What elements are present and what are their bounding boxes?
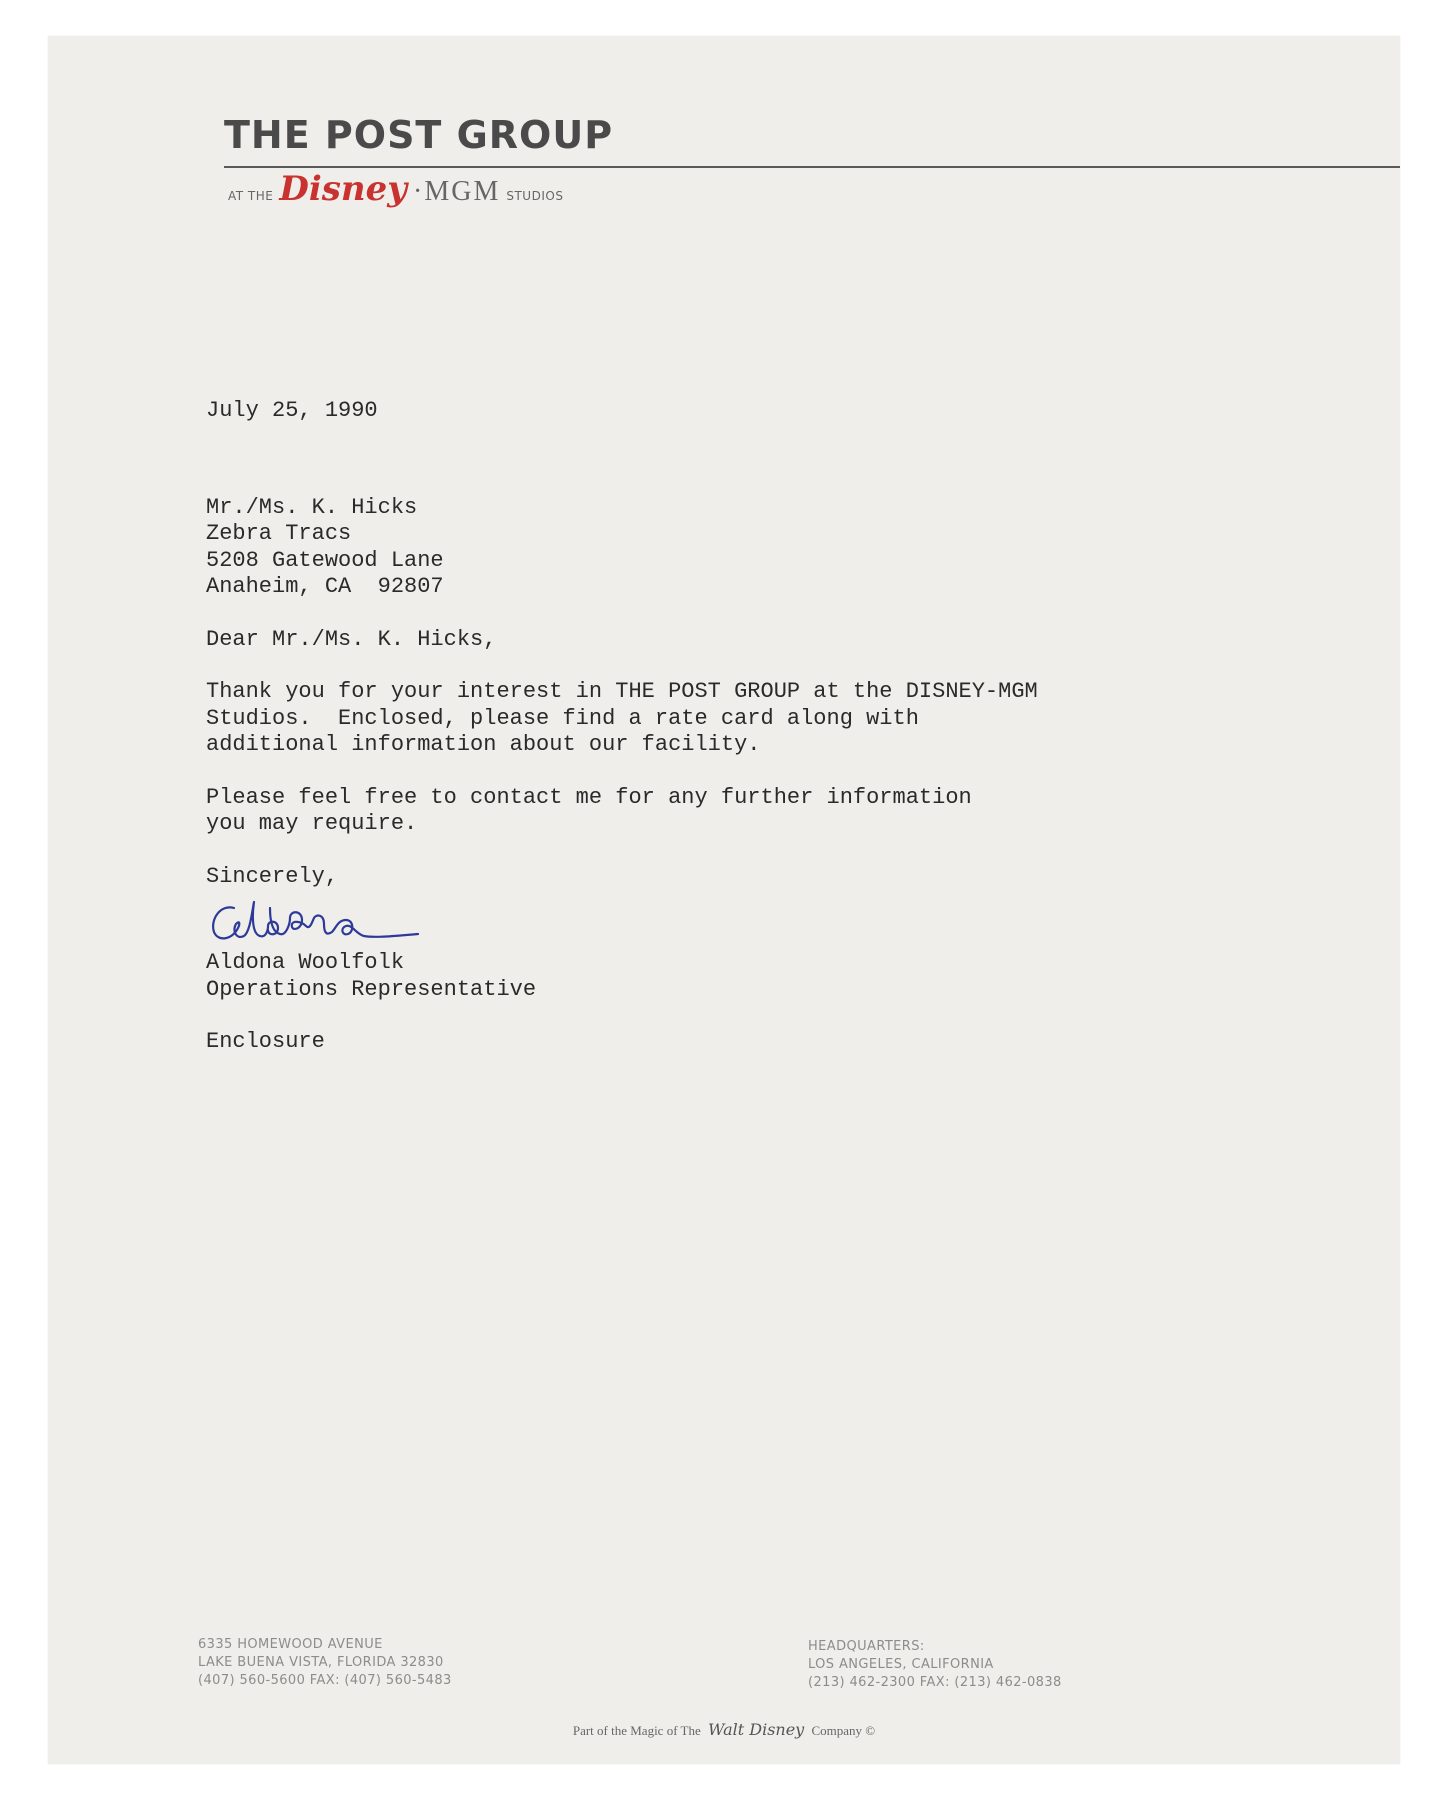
- footer-line: LAKE BUENA VISTA, FLORIDA 32830: [198, 1655, 444, 1670]
- footer-address-right: [808, 1638, 1062, 1692]
- letter-body: [206, 398, 1356, 1056]
- paragraph-line: Thank you for your interest in THE POST GROUP at the DISNEY-MGM: [206, 679, 1038, 704]
- mgm-logo: ·MGM: [413, 176, 501, 207]
- recipient-street: 5208 Gatewood Lane: [206, 547, 444, 573]
- paragraph-line: additional information about our facility.: [206, 732, 761, 757]
- letterhead-studios: STUDIOS: [506, 189, 564, 203]
- signature-icon: [206, 890, 426, 950]
- recipient-name: Mr./Ms. K. Hicks: [206, 494, 418, 520]
- letterhead-title: THE POST GROUP: [224, 113, 614, 157]
- footer-line: LOS ANGELES, CALIFORNIA: [808, 1657, 994, 1672]
- salutation: Dear Mr./Ms. K. Hicks,: [206, 626, 497, 652]
- footer-tagline: [48, 1720, 1400, 1739]
- walt-disney-logo: Walt Disney: [708, 1720, 805, 1739]
- letterhead-at-the: AT THE: [228, 189, 274, 203]
- paragraph-2: [206, 785, 1356, 838]
- recipient-address: [206, 495, 1356, 601]
- letter-page: [48, 36, 1400, 1764]
- signer-name: Aldona Woolfolk: [206, 950, 405, 975]
- tagline-prefix: Part of the Magic of The: [572, 1723, 701, 1738]
- footer-line: HEADQUARTERS:: [808, 1639, 925, 1654]
- signer-title: Operations Representative: [206, 976, 537, 1002]
- footer-line: (213) 462-2300 FAX: (213) 462-0838: [808, 1675, 1062, 1690]
- handwritten-signature: [206, 890, 1356, 950]
- recipient-company: Zebra Tracs: [206, 521, 352, 546]
- recipient-city: Anaheim, CA 92807: [206, 574, 444, 599]
- closing: Sincerely,: [206, 863, 339, 889]
- letterhead-subtitle: [228, 169, 564, 209]
- footer-line: (407) 560-5600 FAX: (407) 560-5483: [198, 1673, 452, 1688]
- letter-date: July 25, 1990: [206, 398, 378, 423]
- paragraph-line: you may require.: [206, 811, 418, 836]
- paragraph-line: Studios. Enclosed, please find a rate card along with: [206, 705, 919, 731]
- paragraph-line: Please feel free to contact me for any further information: [206, 784, 972, 810]
- paragraph-1: [206, 679, 1356, 759]
- disney-logo: Disney: [279, 169, 408, 209]
- enclosure-note: Enclosure: [206, 1029, 325, 1054]
- tagline-suffix: Company ©: [811, 1723, 876, 1738]
- footer-line: 6335 HOMEWOOD AVENUE: [198, 1637, 383, 1652]
- letterhead-rule: [224, 166, 1400, 168]
- footer-address-left: [198, 1636, 452, 1690]
